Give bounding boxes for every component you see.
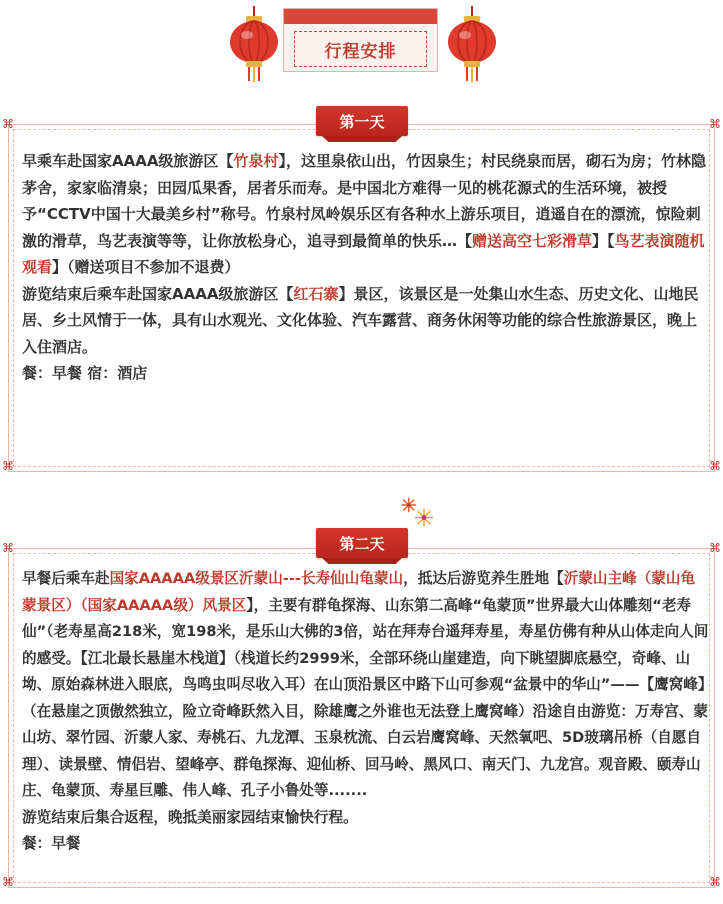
- day1-paragraph-2: [22, 281, 709, 361]
- header: [0, 0, 723, 96]
- day2-rule-right: [414, 548, 704, 549]
- corner-ornament-icon: ⌘: [2, 459, 14, 473]
- day2-content: [22, 566, 709, 858]
- corner-ornament-icon: ⌘: [709, 875, 721, 889]
- body-text: 早乘车赴国家AAAA级旅游区【: [22, 152, 234, 170]
- body-text: 早餐后乘车赴: [22, 570, 110, 587]
- body-text: 】（赠送项目不参加不退费）: [52, 258, 240, 276]
- highlight-text: 竹泉村: [233, 152, 279, 170]
- corner-ornament-icon: ⌘: [2, 875, 14, 889]
- day2-label: 第二天: [316, 528, 408, 558]
- day1-rule-left: [20, 124, 310, 125]
- corner-ornament-icon: ⌘: [709, 541, 721, 555]
- day1-paragraph-1: [22, 148, 709, 281]
- day2-paragraph-2: [22, 805, 709, 832]
- day1-label: 第一天: [316, 106, 408, 136]
- highlight-text: 赠送高空七彩滑草: [472, 231, 593, 250]
- highlight-text: 沂蒙山主峰（蒙山龟蒙景区）（国家AAAAA级）风景区: [22, 570, 696, 614]
- corner-ornament-icon: ⌘: [2, 541, 14, 555]
- title-card: [283, 8, 438, 72]
- corner-ornament-icon: ⌘: [709, 117, 721, 131]
- day1-section: [0, 96, 723, 476]
- title-card-inner: [294, 31, 427, 67]
- title-card-band: [284, 9, 437, 24]
- day1-content: [22, 148, 709, 387]
- body-text: 游览结束后乘车赴国家AAAA级旅游区【: [22, 284, 294, 303]
- day2-section: [0, 494, 723, 904]
- firework-icon: [394, 496, 436, 532]
- highlight-text: 鸟艺表演随机观看: [22, 231, 705, 276]
- lantern-icon: [227, 6, 281, 82]
- lantern-icon: [445, 6, 499, 82]
- corner-ornament-icon: ⌘: [709, 459, 721, 473]
- day1-meals: 餐：早餐 宿：酒店: [22, 364, 148, 382]
- body-text: 】景区，该景区是一处集山水生态、历史文化、山地民居、乡土风情于一体，具有山水观光、文化体验、汽车露营、商务休闲等功能的综合性旅游景区，晚上入住酒店。: [22, 284, 699, 356]
- highlight-text: 红石寨: [293, 284, 339, 303]
- body-text: 】，这里泉依山出，竹因泉生；村民绕泉而居，砌石为房；竹林隐茅舍，家家临清泉；田园瓜果香，居者乐而寿。是中国北方难得一见的桃花源式的生活环境，被授予“CCTV中国十大最美乡村”称号。竹泉村凤岭娱乐区有各种水上游乐项目，逍遥自在的漂流，惊险刺激的滑草，鸟艺表演等等，让你放松身心，追寻到最简单的快乐…【: [22, 152, 706, 250]
- body-text: 】【: [592, 231, 615, 250]
- body-text: 游览结束后集合返程，晚抵美丽家园结束愉快行程。: [22, 808, 358, 826]
- day2-meals: 餐：早餐: [22, 835, 81, 852]
- corner-ornament-icon: ⌘: [2, 117, 14, 131]
- body-text: 】，主要有群龟探海、山东第二高峰“龟蒙顶”世界最大山体雕刻“老寿仙”（老寿星高218米，宽198米，是乐山大佛的3倍，站在拜寿台遥拜寿星，寿星仿佛有种从山体走向人间的感受。【江北最长悬崖木栈道】（栈道长约2999米，全部环绕山崖建造，向下眺望脚底悬空，奇峰、山坳、原始森林进入眼底，鸟鸣虫叫尽收入耳）在山顶沿景区中路下山可参观“盆景中的华山”——【鹰窝峰】（在悬崖之顶傲然独立，险立奇峰跃然入目，除雄鹰之外谁也无法登上鹰窝峰）沿途自由游览：万寿宫、蒙山坊、翠竹园、沂蒙人家、寿桃石、九龙潭、玉泉枕流、白云岩鹰窝峰、天然氧吧、5D玻璃吊桥（自愿自理）、读景壁、情侣岩、望峰亭、群龟探海、迎仙桥、回马岭、黑风口、南天门、九龙宫。观音殿、颐寿山庄、龟蒙顶、寿星巨雕、伟人峰、孔子小鲁处等.......: [22, 596, 709, 799]
- body-text: ，抵达后游览养生胜地【: [403, 570, 564, 587]
- day2-rule-left: [20, 548, 310, 549]
- page-title: 行程安排: [324, 41, 397, 62]
- highlight-text: 国家AAAAA级景区沂蒙山---长寿仙山龟蒙山: [109, 570, 404, 587]
- day1-rule-right: [414, 124, 704, 125]
- day2-paragraph-1: [22, 566, 709, 805]
